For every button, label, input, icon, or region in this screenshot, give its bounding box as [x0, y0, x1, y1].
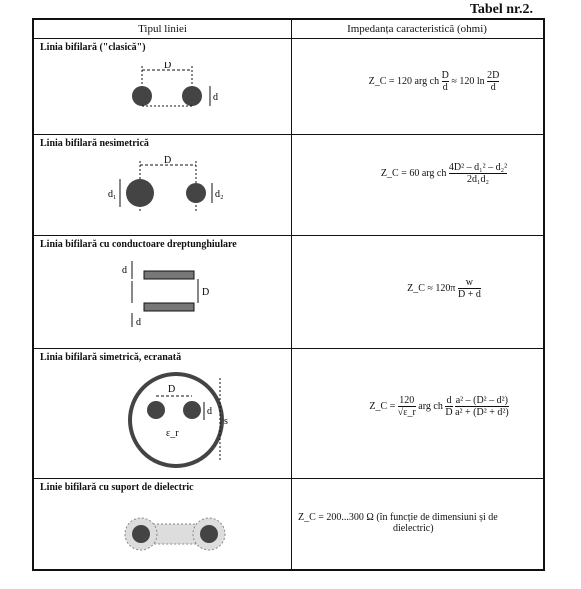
formula-asymmetric: Z_C = 60 arg ch $\frac{\text{4D² – d₁² – d₂²}}{\text{2d₁d₂}}$	[380, 162, 508, 185]
header-impedance: Impedanța caracteristică (ohmi)	[347, 23, 487, 35]
label-d-bottom: d	[136, 317, 141, 328]
row-divider	[34, 38, 543, 39]
row-3-type: Linia bifilară cu conductoare dreptunghiulare	[40, 239, 237, 250]
label-D: D	[202, 287, 210, 298]
classic-line-diagram	[114, 62, 234, 122]
formula-shielded: Z_C = $\frac{120}{√\varepsilon\_r}$ arg ch $\frac{d}{D}$ $\frac{\text{a² – (D² – d²)}}{\text{a² + (D² + d²)}}$	[369, 395, 509, 418]
row-divider	[34, 134, 543, 135]
row-2-type: Linia bifilară nesimetrică	[40, 138, 149, 149]
label-D: D	[164, 155, 172, 166]
rectangular-line-diagram	[114, 257, 234, 337]
row-divider	[34, 348, 543, 349]
label-d1: d₁	[108, 189, 117, 200]
asymmetric-line-diagram	[104, 155, 244, 225]
label-d2: d₂	[215, 189, 224, 200]
label-epsilon: ε_r	[166, 428, 179, 439]
label-d: d	[207, 406, 212, 417]
formula-classic: Z_C = 120 arg ch $\frac{D}{d}$ ≈ 120 ln $\frac{2D}{d}$	[368, 70, 500, 93]
formula-rectangular: Z_C ≈ 120π $\frac{w}{D + d}$	[407, 277, 481, 300]
label-D: D	[168, 384, 176, 395]
row-1-type: Linia bifilară ("clasică")	[40, 42, 146, 53]
row-divider	[34, 235, 543, 236]
row-divider	[34, 478, 543, 479]
label-s: s	[224, 416, 228, 427]
label-d: d	[213, 92, 218, 103]
label-D: D	[164, 62, 172, 71]
row-4-type: Linia bifilară simetrică, ecranată	[40, 352, 182, 363]
formula-dielectric: Z_C = 200...300 Ω (în funcție de dimensiuni și de dielectric)	[298, 512, 498, 534]
column-divider	[291, 20, 292, 569]
header-line-type: Tipul liniei	[34, 20, 292, 38]
row-5-type: Linie bifilară cu suport de dielectric	[40, 482, 194, 493]
table-number: Tabel nr.2.	[469, 2, 533, 17]
shielded-line-diagram	[114, 368, 254, 474]
dielectric-support-diagram	[119, 510, 239, 560]
impedance-table	[32, 18, 545, 571]
label-d-top: d	[122, 265, 127, 276]
